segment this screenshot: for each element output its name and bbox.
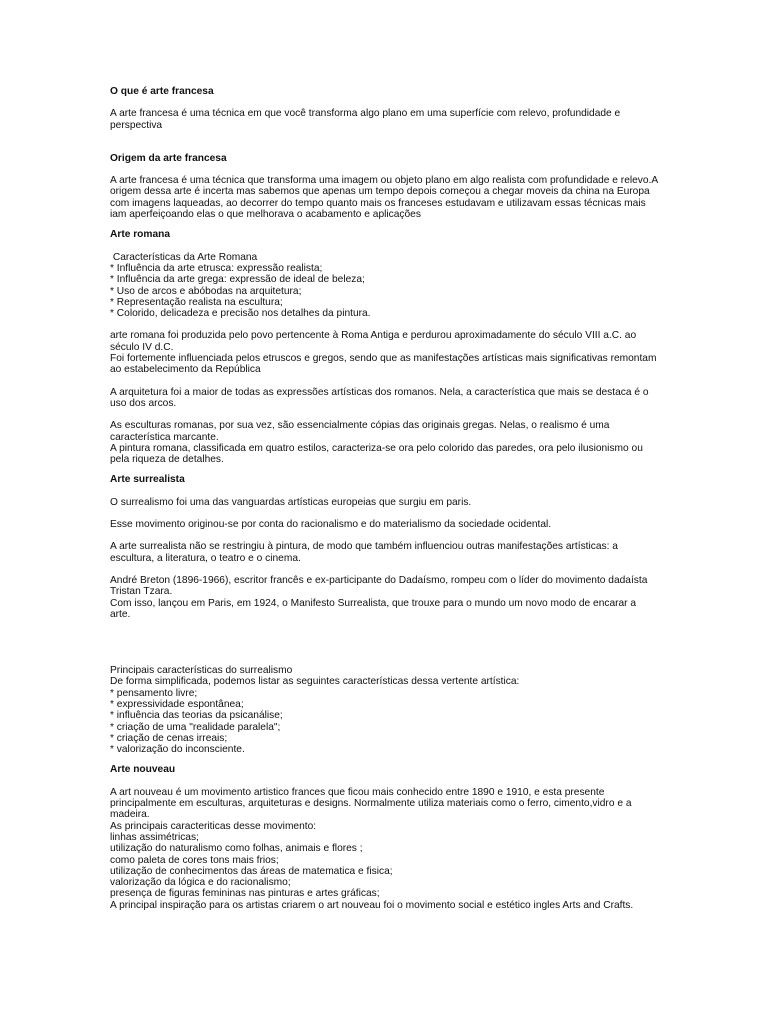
list-item: como paleta de cores tons mais frios; xyxy=(110,854,279,866)
surreal-characteristics-list xyxy=(110,688,658,756)
list-item: * criação de uma "realidade paralela"; xyxy=(110,721,281,733)
nouveau-characteristics-list xyxy=(110,821,658,911)
paragraph-surrealism-intro: O surrealismo foi uma das vanguardas artísticas europeias que surgiu em paris. xyxy=(110,496,472,508)
list-item: linhas assimétricas; xyxy=(110,831,199,843)
paragraph-breton: André Breton (1896-1966), escritor francês e ex-participante do Dadaísmo, rompeu com o líder do movimento dadaísta Tristan Tzara. Com isso, lançou em Paris, em 1924, o Manifesto Surrealista, que trouxe para o mundo um novo modo de encarar a arte. xyxy=(110,574,648,620)
surreal-list-intro: De forma simplificada, podemos listar as seguintes características dessa vertente artística: xyxy=(110,676,520,688)
roman-characteristics-list xyxy=(110,263,658,319)
list-item: valorização da lógica e do racionalismo; xyxy=(110,877,291,889)
paragraph-roman-sculpture-painting: As esculturas romanas, por sua vez, são essencialmente cópias das originais gregas. Nelas, o realismo é uma característica marcante. A pintura romana, classificada em quatro estilos, caracteriza-se ora pelo colorido das paredes, ora pelo ilusionismo ou pela riqueza de detalhes. xyxy=(110,420,643,466)
list-item: presença de figuras femininas nas pinturas e artes gráficas; xyxy=(110,888,380,900)
heading-origem: Origem da arte francesa xyxy=(110,152,227,164)
list-item: * expressividade espontânea; xyxy=(110,698,244,710)
paragraph-definition: A arte francesa é uma técnica em que você transforma algo plano em uma superfície com relevo, profundidade e perspectiva xyxy=(110,108,621,131)
list-item: * criação de cenas irreais; xyxy=(110,732,228,744)
document-page xyxy=(110,86,658,911)
list-item: As principais caracteriticas desse movimento: xyxy=(110,820,317,832)
list-item: utilização de conhecimentos das áreas de matematica e fisica; xyxy=(110,865,393,877)
roman-list-title: Características da Arte Romana xyxy=(110,251,258,263)
paragraph-nouveau-intro: A art nouveau é um movimento artistico frances que ficou mais conhecido entre 1890 e 1910, e esta presente principalmente em esculturas, arquiteturas e designs. Normalmente utiliza materiais como o ferro, cimento,vidro e a madeira. xyxy=(110,786,632,821)
heading-arte-romana: Arte romana xyxy=(110,229,171,241)
list-item: * Influência da arte etrusca: expressão realista; xyxy=(110,262,323,274)
paragraph-surrealism-origin: Esse movimento originou-se por conta do racionalismo e do materialismo da sociedade ocidental. xyxy=(110,519,552,531)
heading-arte-nouveau: Arte nouveau xyxy=(110,764,176,776)
heading-o-que-e: O que é arte francesa xyxy=(110,86,214,97)
paragraph-roman-architecture: A arquitetura foi a maior de todas as expressões artísticas dos romanos. Nela, a característica que mais se destaca é o uso dos arcos. xyxy=(110,386,649,409)
paragraph-origem: A arte francesa é uma técnica que transforma uma imagem ou objeto plano em algo realista com profundidade e relevo.A origem dessa arte é incerta mas sabemos que apenas um tempo depois começou a chegar moveis da china na Europa com imagens laqueadas, ao decorrer do tempo quanto mais os franceses estudavam e utilizavam essas técnicas mais iam aperfeiçoando elas o que melhorava o acabamento e aplicações xyxy=(110,175,658,221)
heading-arte-surrealista: Arte surrealista xyxy=(110,474,185,486)
list-item: * Colorido, delicadeza e precisão nos detalhes da pintura. xyxy=(110,308,371,320)
paragraph-roman-history: arte romana foi produzida pelo povo pertencente à Roma Antiga e perdurou aproximadamente do século VIII a.C. ao século IV d.C. Foi fortemente influenciada pelos etruscos e gregos, sendo que as manifestações artísticas mais significativas remontam ao estabelecimento da República xyxy=(110,330,657,376)
paragraph-surrealism-scope: A arte surrealista não se restringiu à pintura, de modo que também influenciou outras manifestações artísticas: a escultura, a literatura, o teatro e o cinema. xyxy=(110,541,618,564)
list-item: A principal inspiração para os artistas criarem o art nouveau foi o movimento social e estético ingles Arts and Crafts. xyxy=(110,899,634,911)
list-item: * pensamento livre; xyxy=(110,687,198,699)
list-item: * influência das teorias da psicanálise; xyxy=(110,710,283,722)
list-item: utilização do naturalismo como folhas, animais e flores ; xyxy=(110,843,363,855)
list-item: * Uso de arcos e abóbodas na arquitetura; xyxy=(110,285,302,297)
surreal-list-title: Principais características do surrealismo xyxy=(110,665,293,677)
list-item: * valorização do inconsciente. xyxy=(110,744,245,756)
list-item: * Influência da arte grega: expressão de ideal de beleza; xyxy=(110,274,365,286)
list-item: * Representação realista na escultura; xyxy=(110,296,283,308)
